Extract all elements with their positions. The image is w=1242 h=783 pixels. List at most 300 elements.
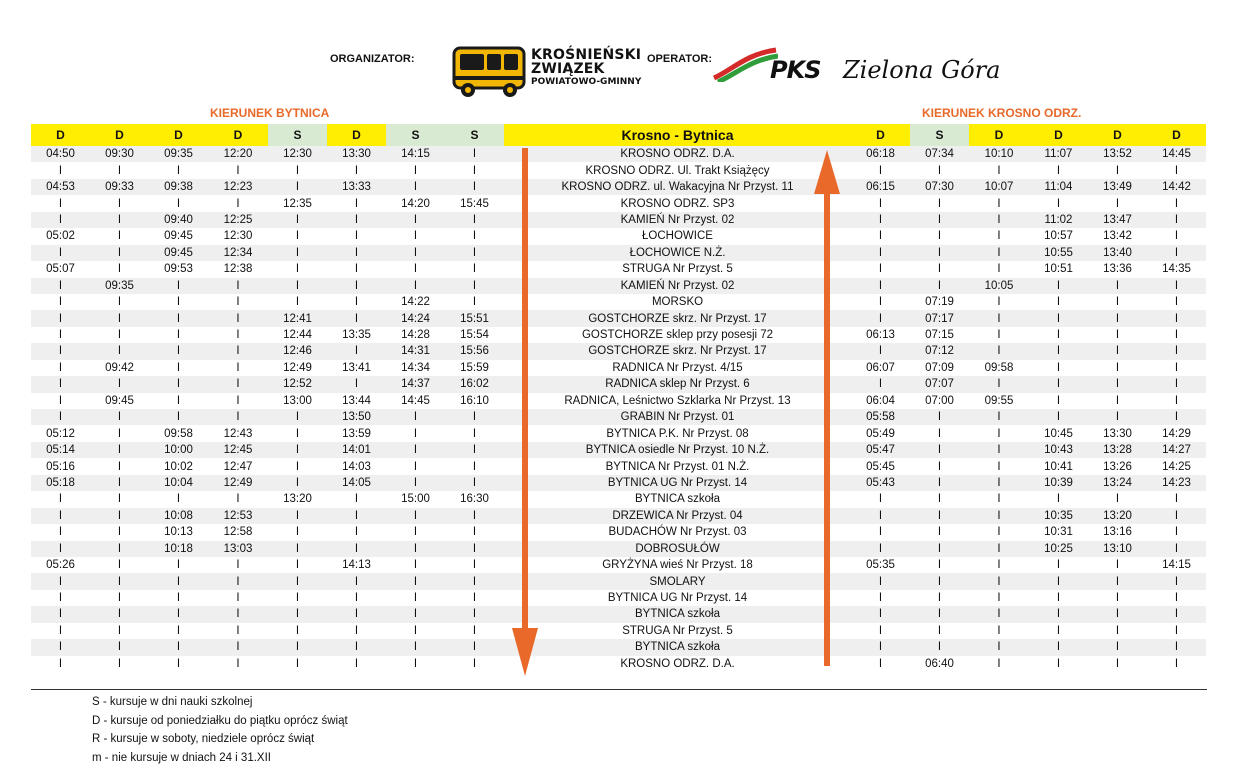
time-cell-right: I xyxy=(851,376,910,392)
time-cell-left: I xyxy=(176,329,181,342)
time-cell-right: I xyxy=(1056,394,1061,407)
time-cell-left: I xyxy=(90,343,149,359)
time-cell-right: 13:40 xyxy=(1088,245,1147,261)
time-cell-left: I xyxy=(90,212,149,228)
time-cell-right: I xyxy=(1174,526,1179,539)
stop-name: KROSNO ODRZ. D.A. xyxy=(504,146,851,162)
time-cell-right: 10:25 xyxy=(1029,541,1088,557)
time-cell-left: 12:20 xyxy=(208,146,268,162)
table-row xyxy=(31,425,1206,441)
time-cell-right: I xyxy=(937,197,942,210)
time-cell-left: I xyxy=(354,526,359,539)
time-cell-right: I xyxy=(937,460,942,473)
time-cell-left: 12:41 xyxy=(268,310,327,326)
time-cell-left: I xyxy=(327,278,386,294)
time-cell-right: I xyxy=(878,164,883,177)
header-cell-left: D xyxy=(208,124,268,146)
time-cell-left: I xyxy=(472,296,477,309)
time-cell-left: I xyxy=(117,263,122,276)
time-cell-left: I xyxy=(31,573,90,589)
stop-name: GRYŻYNA wieś Nr Przyst. 18 xyxy=(602,559,753,572)
time-cell-left: I xyxy=(58,361,63,374)
time-cell-right: I xyxy=(1029,376,1088,392)
time-cell-left: I xyxy=(472,427,477,440)
time-cell-right: I xyxy=(910,278,969,294)
time-cell-left: I xyxy=(31,212,90,228)
time-cell-right: I xyxy=(1147,606,1206,622)
time-cell-left: I xyxy=(117,197,122,210)
time-cell-right: I xyxy=(1115,361,1120,374)
time-cell-left: I xyxy=(295,592,300,605)
time-cell-left: I xyxy=(149,606,208,622)
time-cell-right: I xyxy=(1174,657,1179,670)
time-cell-right: I xyxy=(878,230,883,243)
table-row xyxy=(31,294,1206,310)
time-cell-left: I xyxy=(31,310,90,326)
time-cell-right: I xyxy=(910,409,969,425)
table-row xyxy=(31,162,1206,178)
table-row xyxy=(31,327,1206,343)
time-cell-right: I xyxy=(997,164,1001,177)
time-cell-left: 16:30 xyxy=(460,493,489,506)
time-cell-left: 04:53 xyxy=(31,179,90,195)
time-cell-left: I xyxy=(268,179,327,195)
time-cell-left: I xyxy=(295,164,300,177)
time-cell-right: I xyxy=(997,592,1001,605)
time-cell-right: I xyxy=(937,526,942,539)
time-cell-right: I xyxy=(1115,624,1120,637)
organizer-logo-line3: POWIATOWO-GMINNY xyxy=(531,77,642,87)
time-cell-left: I xyxy=(413,592,418,605)
time-cell-left: 12:38 xyxy=(223,263,253,276)
table-row xyxy=(31,606,1206,622)
time-cell-left: I xyxy=(117,592,122,605)
time-cell-left: 13:44 xyxy=(342,394,371,407)
time-cell-left: 14:22 xyxy=(401,296,430,309)
header-cell-left: D xyxy=(149,124,208,146)
time-cell-right: I xyxy=(1088,639,1147,655)
time-cell-right: 06:15 xyxy=(851,179,910,195)
stop-name: BYTNICA szkoła xyxy=(635,493,720,506)
time-cell-left: 10:08 xyxy=(149,508,208,524)
time-cell-left: 15:54 xyxy=(460,329,489,342)
time-cell-right: I xyxy=(937,592,942,605)
time-cell-left: 12:25 xyxy=(208,212,268,228)
time-cell-left: I xyxy=(117,296,122,309)
time-cell-right: I xyxy=(1115,559,1120,572)
time-cell-left: 09:40 xyxy=(149,212,208,228)
time-cell-left: 13:41 xyxy=(342,361,371,374)
stop-name: BYTNICA P.K. Nr Przyst. 08 xyxy=(606,427,749,440)
time-cell-right: 06:40 xyxy=(925,657,954,670)
stop-name: RADNICA Nr Przyst. 4/15 xyxy=(612,361,743,374)
time-cell-right: I xyxy=(910,442,969,458)
time-cell-left: 09:58 xyxy=(164,427,193,440)
time-cell-left: I xyxy=(176,197,181,210)
time-cell-right: I xyxy=(1147,278,1206,294)
time-cell-left: 15:51 xyxy=(445,310,504,326)
time-cell-left: I xyxy=(58,164,63,177)
header-cell-left: S xyxy=(268,124,327,146)
time-cell-left: 09:45 xyxy=(164,230,193,243)
time-cell-left: I xyxy=(295,460,300,473)
time-cell-left: I xyxy=(413,460,418,473)
time-cell-left: I xyxy=(268,606,327,622)
time-cell-right: 14:23 xyxy=(1147,475,1206,491)
time-cell-left: 12:53 xyxy=(208,508,268,524)
time-cell-right: I xyxy=(1056,361,1061,374)
stop-name: RADNICA sklep Nr Przyst. 6 xyxy=(504,376,851,392)
table-header-row xyxy=(31,124,1206,146)
operator-city: Zielona Góra xyxy=(843,56,1001,84)
time-cell-right: I xyxy=(1115,657,1120,670)
time-cell-left: 04:50 xyxy=(31,146,90,162)
time-cell-left: I xyxy=(472,164,477,177)
stop-name: MORSKO xyxy=(651,296,704,309)
up-arrow-icon xyxy=(812,150,842,668)
time-cell-left: I xyxy=(354,624,359,637)
time-cell-right: I xyxy=(851,343,910,359)
time-cell-right: I xyxy=(1088,343,1147,359)
time-cell-left: I xyxy=(236,296,240,309)
legend-item-m: m - nie kursuje w dniach 24 i 31.XII xyxy=(92,751,271,764)
time-cell-left: I xyxy=(236,559,240,572)
time-cell-right: 14:42 xyxy=(1147,179,1206,195)
time-cell-right: I xyxy=(1174,592,1179,605)
header-cell-right: D xyxy=(969,124,1029,146)
time-cell-right: 13:52 xyxy=(1088,146,1147,162)
time-cell-left: I xyxy=(176,296,181,309)
legend-item-r: R - kursuje w soboty, niedziele oprócz świąt xyxy=(92,733,315,745)
time-cell-left: 12:35 xyxy=(283,197,312,210)
time-cell-right: I xyxy=(969,508,1029,524)
stop-name: BYTNICA UG Nr Przyst. 14 xyxy=(607,592,748,605)
time-cell-right: 07:07 xyxy=(910,376,969,392)
footer-divider xyxy=(31,689,1207,690)
time-cell-right: I xyxy=(910,541,969,557)
time-cell-left: 12:46 xyxy=(268,343,327,359)
time-cell-right: I xyxy=(1115,296,1120,309)
time-cell-right: 13:42 xyxy=(1103,230,1132,243)
time-cell-left: I xyxy=(31,508,90,524)
time-cell-left: I xyxy=(268,508,327,524)
time-cell-right: I xyxy=(1174,296,1179,309)
legend xyxy=(92,693,348,767)
time-cell-right: I xyxy=(997,624,1001,637)
table-row xyxy=(31,376,1206,392)
time-cell-right: I xyxy=(1029,310,1088,326)
time-cell-right: I xyxy=(1056,624,1061,637)
time-cell-left: 16:10 xyxy=(460,394,489,407)
time-cell-left: I xyxy=(386,278,445,294)
time-cell-left: 12:23 xyxy=(208,179,268,195)
time-cell-right: I xyxy=(1029,639,1088,655)
time-cell-left: 12:49 xyxy=(283,361,312,374)
time-cell-left: I xyxy=(413,624,418,637)
time-cell-right: I xyxy=(997,657,1001,670)
header-cell-left: D xyxy=(327,124,386,146)
time-cell-right: I xyxy=(1115,197,1120,210)
time-cell-right: I xyxy=(851,310,910,326)
time-cell-right: 07:17 xyxy=(910,310,969,326)
time-cell-left: I xyxy=(295,230,300,243)
time-cell-left: I xyxy=(31,409,90,425)
time-cell-right: 14:29 xyxy=(1162,427,1191,440)
time-cell-left: I xyxy=(31,245,90,261)
time-cell-left: I xyxy=(117,329,122,342)
time-cell-right: I xyxy=(969,343,1029,359)
time-cell-left: I xyxy=(117,559,122,572)
time-cell-right: 13:36 xyxy=(1103,263,1132,276)
time-cell-right: I xyxy=(851,573,910,589)
time-cell-left: I xyxy=(149,343,208,359)
time-cell-right: I xyxy=(1147,573,1206,589)
time-cell-left: I xyxy=(354,263,359,276)
time-cell-left: I xyxy=(117,460,122,473)
time-cell-left: 12:43 xyxy=(223,427,253,440)
time-cell-left: I xyxy=(58,526,63,539)
time-cell-left: I xyxy=(236,361,240,374)
stop-name: KAMIEŃ Nr Przyst. 02 xyxy=(504,212,851,228)
time-cell-right: I xyxy=(997,493,1001,506)
time-cell-left: I xyxy=(117,657,122,670)
time-cell-right: 10:57 xyxy=(1044,230,1073,243)
stop-name: BYTNICA osiedle Nr Przyst. 10 N.Ż. xyxy=(504,442,851,458)
time-cell-left: I xyxy=(90,508,149,524)
time-cell-right: I xyxy=(851,639,910,655)
time-cell-right: I xyxy=(1088,409,1147,425)
time-cell-left: 14:45 xyxy=(401,394,430,407)
operator-label: OPERATOR: xyxy=(647,53,712,65)
table-row xyxy=(31,475,1206,491)
time-cell-left: I xyxy=(236,592,240,605)
time-cell-right: I xyxy=(1147,212,1206,228)
time-cell-right: I xyxy=(937,624,942,637)
time-cell-right: I xyxy=(937,427,942,440)
bus-icon xyxy=(452,42,528,100)
header-cell-right: D xyxy=(851,124,910,146)
time-cell-right: I xyxy=(1147,310,1206,326)
time-cell-right: I xyxy=(1115,592,1120,605)
time-cell-left: I xyxy=(208,606,268,622)
time-cell-left: I xyxy=(236,329,240,342)
time-cell-right: 10:35 xyxy=(1029,508,1088,524)
time-cell-left: I xyxy=(58,592,63,605)
time-cell-left: I xyxy=(295,559,300,572)
time-cell-right: I xyxy=(851,606,910,622)
time-cell-left: I xyxy=(236,164,240,177)
time-cell-left: I xyxy=(295,526,300,539)
time-cell-right: I xyxy=(851,245,910,261)
time-cell-right: 11:04 xyxy=(1029,179,1088,195)
time-cell-left: 15:59 xyxy=(460,361,489,374)
time-cell-left: I xyxy=(386,409,445,425)
time-cell-right: 06:13 xyxy=(866,329,895,342)
time-cell-left: I xyxy=(236,394,240,407)
header-cell-left: D xyxy=(90,124,149,146)
table-row xyxy=(31,409,1206,425)
time-cell-left: 05:12 xyxy=(46,427,75,440)
time-cell-right: I xyxy=(878,493,883,506)
table-row xyxy=(31,590,1206,606)
time-cell-right: I xyxy=(1174,624,1179,637)
time-cell-right: I xyxy=(969,245,1029,261)
time-cell-left: I xyxy=(327,639,386,655)
time-cell-right: I xyxy=(851,541,910,557)
time-cell-left: 12:47 xyxy=(223,460,253,473)
time-cell-left: I xyxy=(413,164,418,177)
time-cell-left: I xyxy=(90,639,149,655)
time-cell-left: I xyxy=(295,657,300,670)
table-row xyxy=(31,623,1206,639)
stop-name: GOSTCHORZE skrz. Nr Przyst. 17 xyxy=(504,310,851,326)
time-cell-left: I xyxy=(236,624,240,637)
time-cell-left: 05:07 xyxy=(46,263,75,276)
time-cell-left: I xyxy=(386,179,445,195)
time-cell-left: I xyxy=(327,310,386,326)
time-cell-left: I xyxy=(31,376,90,392)
stop-name: BYTNICA UG Nr Przyst. 14 xyxy=(504,475,851,491)
time-cell-right: 10:07 xyxy=(969,179,1029,195)
time-cell-right: I xyxy=(878,263,883,276)
time-cell-right: 10:10 xyxy=(969,146,1029,162)
time-cell-right: I xyxy=(1088,376,1147,392)
time-cell-left: I xyxy=(472,624,477,637)
time-cell-left: I xyxy=(268,475,327,491)
time-cell-left: 09:35 xyxy=(90,278,149,294)
time-cell-right: I xyxy=(1147,639,1206,655)
timetable xyxy=(31,124,1206,672)
time-cell-right: I xyxy=(1147,376,1206,392)
down-arrow-icon xyxy=(510,148,540,678)
time-cell-right: 05:47 xyxy=(851,442,910,458)
time-cell-left: I xyxy=(386,212,445,228)
time-cell-left: I xyxy=(176,657,181,670)
time-cell-left: I xyxy=(176,559,181,572)
time-cell-right: I xyxy=(1147,245,1206,261)
time-cell-right: 11:07 xyxy=(1029,146,1088,162)
time-cell-left: 14:31 xyxy=(386,343,445,359)
time-cell-right: I xyxy=(910,606,969,622)
time-cell-left: I xyxy=(327,541,386,557)
time-cell-right: I xyxy=(1056,559,1061,572)
time-cell-right: 07:09 xyxy=(925,361,954,374)
stop-name: KROSNO ODRZ. D.A. xyxy=(620,657,735,670)
time-cell-right: 05:45 xyxy=(866,460,895,473)
time-cell-right: I xyxy=(997,559,1001,572)
table-row xyxy=(31,228,1206,244)
time-cell-right: I xyxy=(1115,329,1120,342)
time-cell-left: I xyxy=(268,442,327,458)
time-cell-left: I xyxy=(268,573,327,589)
table-row xyxy=(31,524,1206,540)
time-cell-left: 10:00 xyxy=(149,442,208,458)
stop-name: STRUGA Nr Przyst. 5 xyxy=(622,263,733,276)
stripes-icon xyxy=(712,46,778,82)
time-cell-right: 13:30 xyxy=(1103,427,1132,440)
time-cell-left: I xyxy=(386,541,445,557)
time-cell-left: 14:37 xyxy=(386,376,445,392)
time-cell-left: I xyxy=(472,592,477,605)
time-cell-left: I xyxy=(236,657,240,670)
time-cell-left: I xyxy=(445,442,504,458)
organizer-logo-line2: ZWIĄZEK xyxy=(531,61,605,77)
time-cell-left: I xyxy=(445,573,504,589)
time-cell-right: 10:39 xyxy=(1029,475,1088,491)
time-cell-left: I xyxy=(295,263,300,276)
time-cell-left: I xyxy=(445,212,504,228)
time-cell-right: 07:15 xyxy=(925,329,954,342)
time-cell-left: 13:33 xyxy=(327,179,386,195)
time-cell-right: I xyxy=(937,559,942,572)
time-cell-left: I xyxy=(117,427,122,440)
time-cell-left: I xyxy=(354,230,359,243)
time-cell-right: I xyxy=(1056,657,1061,670)
time-cell-right: I xyxy=(1088,278,1147,294)
header-cell-right: D xyxy=(1088,124,1147,146)
time-cell-left: I xyxy=(386,573,445,589)
stop-name: BUDACHÓW Nr Przyst. 03 xyxy=(608,526,747,539)
time-cell-left: I xyxy=(445,606,504,622)
table-row xyxy=(31,245,1206,261)
time-cell-right: 07:30 xyxy=(910,179,969,195)
time-cell-left: I xyxy=(268,409,327,425)
time-cell-right: 14:35 xyxy=(1162,263,1191,276)
time-cell-right: I xyxy=(1174,493,1179,506)
time-cell-right: I xyxy=(997,230,1001,243)
time-cell-right: I xyxy=(851,508,910,524)
time-cell-right: 14:45 xyxy=(1147,146,1206,162)
time-cell-right: I xyxy=(1147,541,1206,557)
table-row xyxy=(31,343,1206,359)
time-cell-left: I xyxy=(327,606,386,622)
table-row xyxy=(31,146,1206,162)
time-cell-right: 13:28 xyxy=(1088,442,1147,458)
time-cell-left: 10:04 xyxy=(149,475,208,491)
time-cell-right: I xyxy=(1056,164,1061,177)
time-cell-left: 12:30 xyxy=(223,230,253,243)
time-cell-right: I xyxy=(1056,197,1061,210)
time-cell-left: 12:44 xyxy=(283,329,312,342)
time-cell-right: I xyxy=(1088,310,1147,326)
time-cell-left: 10:18 xyxy=(149,541,208,557)
time-cell-right: 10:51 xyxy=(1044,263,1073,276)
time-cell-left: I xyxy=(472,263,477,276)
header-cell-left: S xyxy=(445,124,504,146)
time-cell-left: 09:45 xyxy=(105,394,134,407)
time-cell-right: 10:45 xyxy=(1044,427,1073,440)
time-cell-right: 14:25 xyxy=(1162,460,1191,473)
time-cell-left: I xyxy=(327,343,386,359)
time-cell-left: I xyxy=(208,639,268,655)
time-cell-right: I xyxy=(969,541,1029,557)
table-row xyxy=(31,261,1206,277)
time-cell-right: I xyxy=(969,573,1029,589)
time-cell-left: I xyxy=(90,376,149,392)
time-cell-right: I xyxy=(1088,573,1147,589)
direction-right-title: KIERUNEK KROSNO ODRZ. xyxy=(922,106,1082,120)
time-cell-right: I xyxy=(910,475,969,491)
time-cell-left: I xyxy=(295,427,300,440)
time-cell-left: 14:24 xyxy=(386,310,445,326)
time-cell-right: I xyxy=(1029,278,1088,294)
time-cell-left: I xyxy=(236,197,240,210)
table-row xyxy=(31,458,1206,474)
time-cell-right: I xyxy=(1115,164,1120,177)
time-cell-left: I xyxy=(90,573,149,589)
time-cell-right: I xyxy=(1174,164,1179,177)
time-cell-left: 09:33 xyxy=(90,179,149,195)
